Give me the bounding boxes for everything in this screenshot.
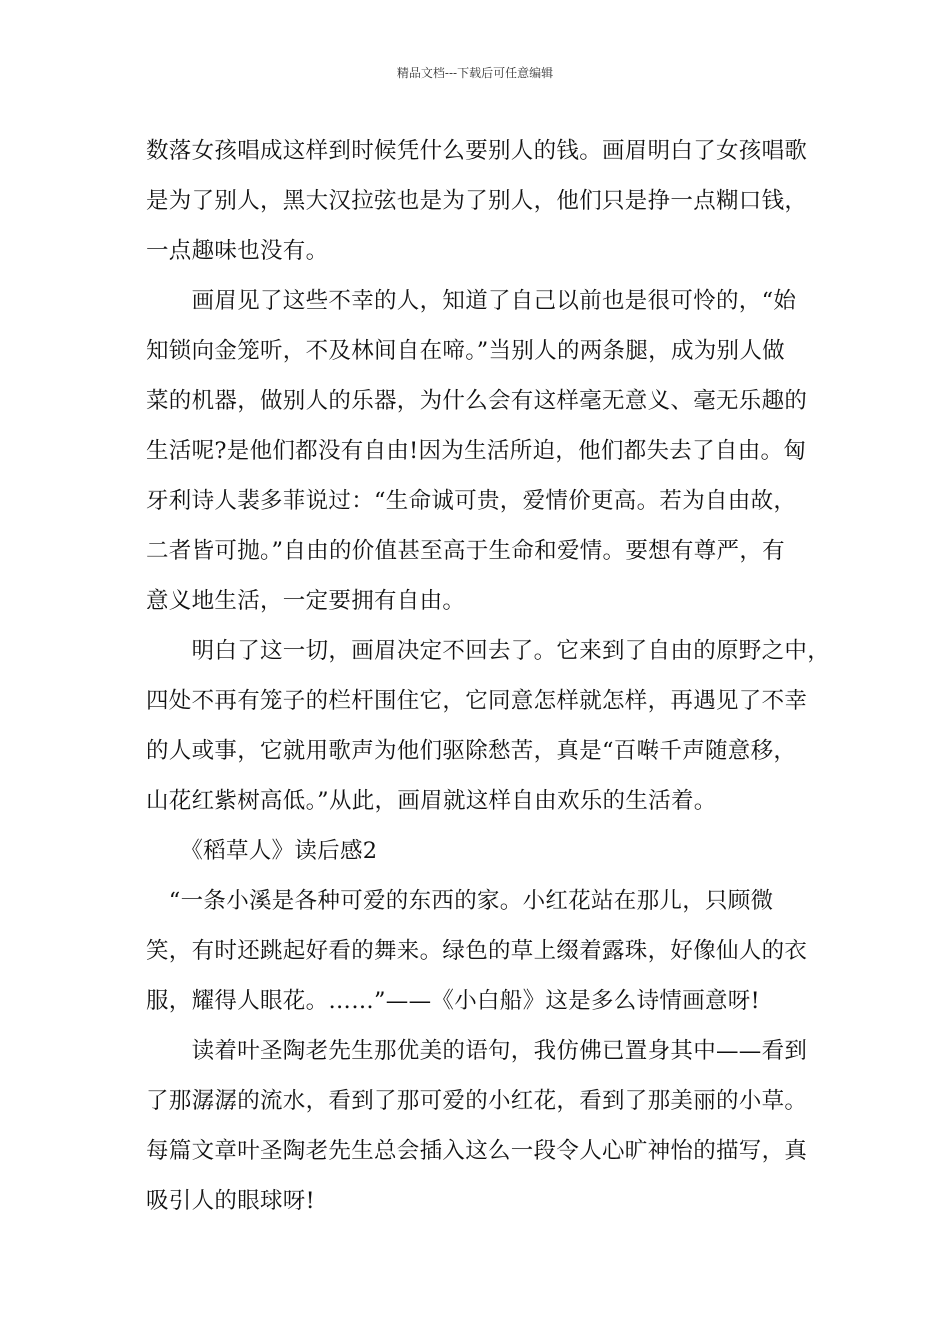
text-line: 了那潺潺的流水，看到了那可爱的小红花，看到了那美丽的小草。 xyxy=(146,1088,808,1114)
page-header: 精品文档---下载后可任意编辑 xyxy=(396,66,554,80)
text-line: 是为了别人，黑大汉拉弦也是为了别人，他们只是挣一点糊口钱， xyxy=(146,188,808,214)
text-line: 笑，有时还跳起好看的舞来。绿色的草上缀着露珠，好像仙人的衣 xyxy=(146,938,808,964)
section-heading: 《稻草人》读后感2 xyxy=(146,838,378,864)
text-line: 四处不再有笼子的栏杆围住它，它同意怎样就怎样，再遇见了不幸 xyxy=(146,688,808,714)
text-line: 生活呢?是他们都没有自由!因为生活所迫，他们都失去了自由。匈 xyxy=(146,438,807,464)
text-line: 菜的机器，做别人的乐器，为什么会有这样毫无意义、毫无乐趣的 xyxy=(146,388,808,414)
text-line: 二者皆可抛。”自由的价值甚至高于生命和爱情。要想有尊严，有 xyxy=(146,538,785,564)
text-line: 知锁向金笼听，不及林间自在啼。”当别人的两条腿，成为别人做 xyxy=(146,338,785,364)
text-line: 明白了这一切，画眉决定不回去了。它来到了自由的原野之中， xyxy=(146,638,831,664)
text-line: “一条小溪是各种可爱的东西的家。小红花站在那儿，只顾微 xyxy=(146,888,774,914)
text-line: 吸引人的眼球呀! xyxy=(146,1188,315,1214)
text-line: 服，耀得人眼花。……”——《小白船》这是多么诗情画意呀! xyxy=(146,988,760,1014)
text-line: 的人或事，它就用歌声为他们驱除愁苦，真是“百啭千声随意移， xyxy=(146,738,797,764)
text-line: 一点趣味也没有。 xyxy=(146,238,329,264)
text-line: 意义地生活，一定要拥有自由。 xyxy=(146,588,466,614)
text-line: 画眉见了这些不幸的人，知道了自己以前也是很可怜的，“始 xyxy=(146,288,797,314)
text-line: 山花红紫树高低。”从此，画眉就这样自由欢乐的生活着。 xyxy=(146,788,717,814)
text-line: 牙利诗人裴多菲说过：“生命诚可贵，爱情价更高。若为自由故， xyxy=(146,488,797,514)
text-line: 读着叶圣陶老先生那优美的语句，我仿佛已置身其中——看到 xyxy=(146,1038,808,1064)
text-line: 数落女孩唱成这样到时候凭什么要别人的钱。画眉明白了女孩唱歌 xyxy=(146,138,808,164)
text-line: 每篇文章叶圣陶老先生总会插入这么一段令人心旷神怡的描写，真 xyxy=(146,1138,808,1164)
